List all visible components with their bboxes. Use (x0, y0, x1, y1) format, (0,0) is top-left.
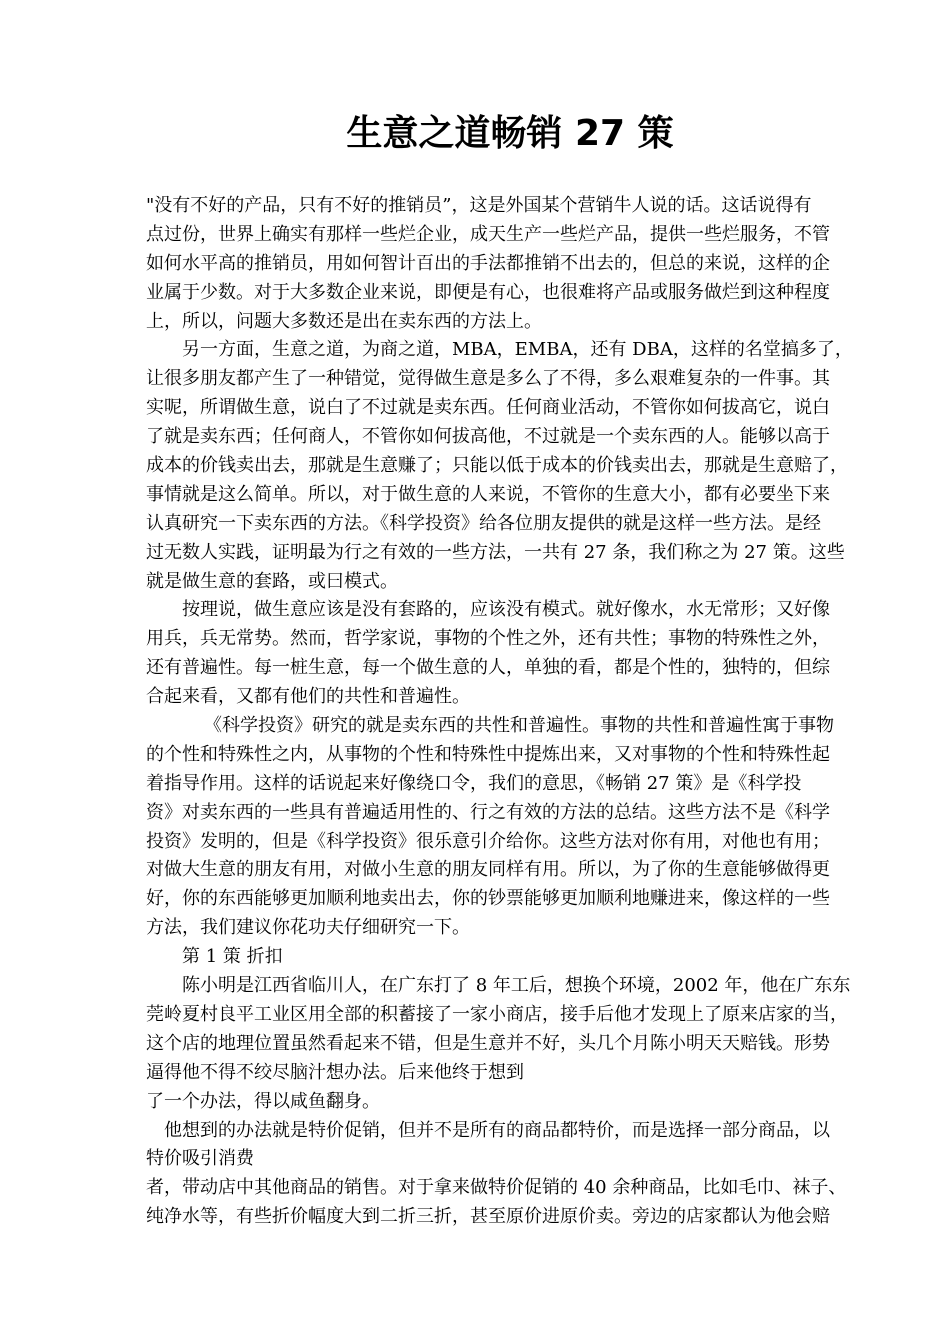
text-line: 了一个办法，得以咸鱼翻身。 (146, 1090, 380, 1112)
text-line: 点过份，世界上确实有那样一些烂企业，成天生产一些烂产品，提供一些烂服务，不管 (146, 223, 830, 245)
text-line: 投资》发明的，但是《科学投资》很乐意引介给你。这些方法对你有用，对他也有用； (146, 830, 830, 852)
text-line: 陈小明是江西省临川人，在广东打了 8 年工后，想换个环境，2002 年，他在广东东 (182, 975, 851, 997)
text-line: 如何水平高的推销员，用如何智计百出的手法都推销不出去的，但总的来说，这样的企 (146, 252, 830, 274)
text-line: 《科学投资》研究的就是卖东西的共性和普遍性。事物的共性和普遍性寓于事物 (204, 715, 834, 737)
text-line: 用兵，兵无常势。然而，哲学家说，事物的个性之外，还有共性；事物的特殊性之外， (146, 628, 830, 650)
text-line: 按理说，做生意应该是没有套路的，应该没有模式。就好像水，水无常形；又好像 (182, 599, 830, 621)
text-line: 者，带动店中其他商品的销售。对于拿来做特价促销的 40 余种商品，比如毛巾、袜子、 (146, 1177, 847, 1199)
text-line: 成本的价钱卖出去，那就是生意赚了；只能以低于成本的价钱卖出去，那就是生意赔了， (146, 455, 848, 477)
text-line: 好，你的东西能够更加顺利地卖出去，你的钞票能够更加顺利地赚进来，像这样的一些 (146, 888, 830, 910)
text-line: 业属于少数。对于大多数企业来说，即便是有心，也很难将产品或服务做烂到这种程度 (146, 281, 830, 303)
text-line: 另一方面，生意之道，为商之道，MBA，EMBA，还有 DBA，这样的名堂搞多了， (182, 339, 853, 361)
document-title: 生意之道畅销 27 策 (346, 113, 674, 154)
document-body (146, 192, 886, 1232)
text-line: 就是做生意的套路，或曰模式。 (146, 570, 398, 592)
text-line: 第 1 策 折扣 (182, 946, 283, 968)
text-line: 的个性和特殊性之内，从事物的个性和特殊性中提炼出来，又对事物的个性和特殊性起 (146, 743, 830, 765)
text-line: 事情就是这么简单。所以，对于做生意的人来说，不管你的生意大小，都有必要坐下来 (146, 483, 830, 505)
text-line: 特价吸引消费 (146, 1148, 254, 1170)
text-line: 过无数人实践，证明最为行之有效的一些方法，一共有 27 条，我们称之为 27 策。这些 (146, 541, 845, 563)
text-line: 对做大生意的朋友有用，对做小生意的朋友同样有用。所以，为了你的生意能够做得更 (146, 859, 830, 881)
text-line: 合起来看，又都有他们的共性和普遍性。 (146, 686, 470, 708)
text-line: 着指导作用。这样的话说起来好像绕口令，我们的意思，《畅销 27 策》是《科学投 (146, 772, 802, 794)
text-line: 了就是卖东西；任何商人，不管你如何拔高他，不过就是一个卖东西的人。能够以高于 (146, 426, 830, 448)
text-line: 实呢，所谓做生意，说白了不过就是卖东西。任何商业活动，不管你如何拔高它，说白 (146, 397, 830, 419)
text-line: 认真研究一下卖东西的方法。《科学投资》给各位朋友提供的就是这样一些方法。是经 (146, 512, 821, 534)
text-line: 还有普遍性。每一桩生意，每一个做生意的人，单独的看，都是个性的，独特的，但综 (146, 657, 830, 679)
text-line: 纯净水等，有些折价幅度大到二折三折，甚至原价进原价卖。旁边的店家都认为他会赔 (146, 1206, 830, 1228)
text-line: 逼得他不得不绞尽脑汁想办法。后来他终于想到 (146, 1061, 524, 1083)
text-line: 让很多朋友都产生了一种错觉，觉得做生意是多么了不得，多么艰难复杂的一件事。其 (146, 368, 830, 390)
text-line: 这个店的地理位置虽然看起来不错，但是生意并不好，头几个月陈小明天天赔钱。形势 (146, 1032, 830, 1054)
text-line: 他想到的办法就是特价促销，但并不是所有的商品都特价，而是选择一部分商品，以 (164, 1119, 830, 1141)
text-line: 上，所以，问题大多数还是出在卖东西的方法上。 (146, 310, 542, 332)
text-line: 资》对卖东西的一些具有普遍适用性的、行之有效的方法的总结。这些方法不是《科学 (146, 801, 830, 823)
text-line: 方法，我们建议你花功夫仔细研究一下。 (146, 917, 470, 939)
text-line: "没有不好的产品，只有不好的推销员”，这是外国某个营销牛人说的话。这话说得有 (146, 195, 812, 216)
text-line: 莞岭夏村良平工业区用全部的积蓄接了一家小商店，接手后他才发现上了原来店家的当， (146, 1003, 848, 1025)
